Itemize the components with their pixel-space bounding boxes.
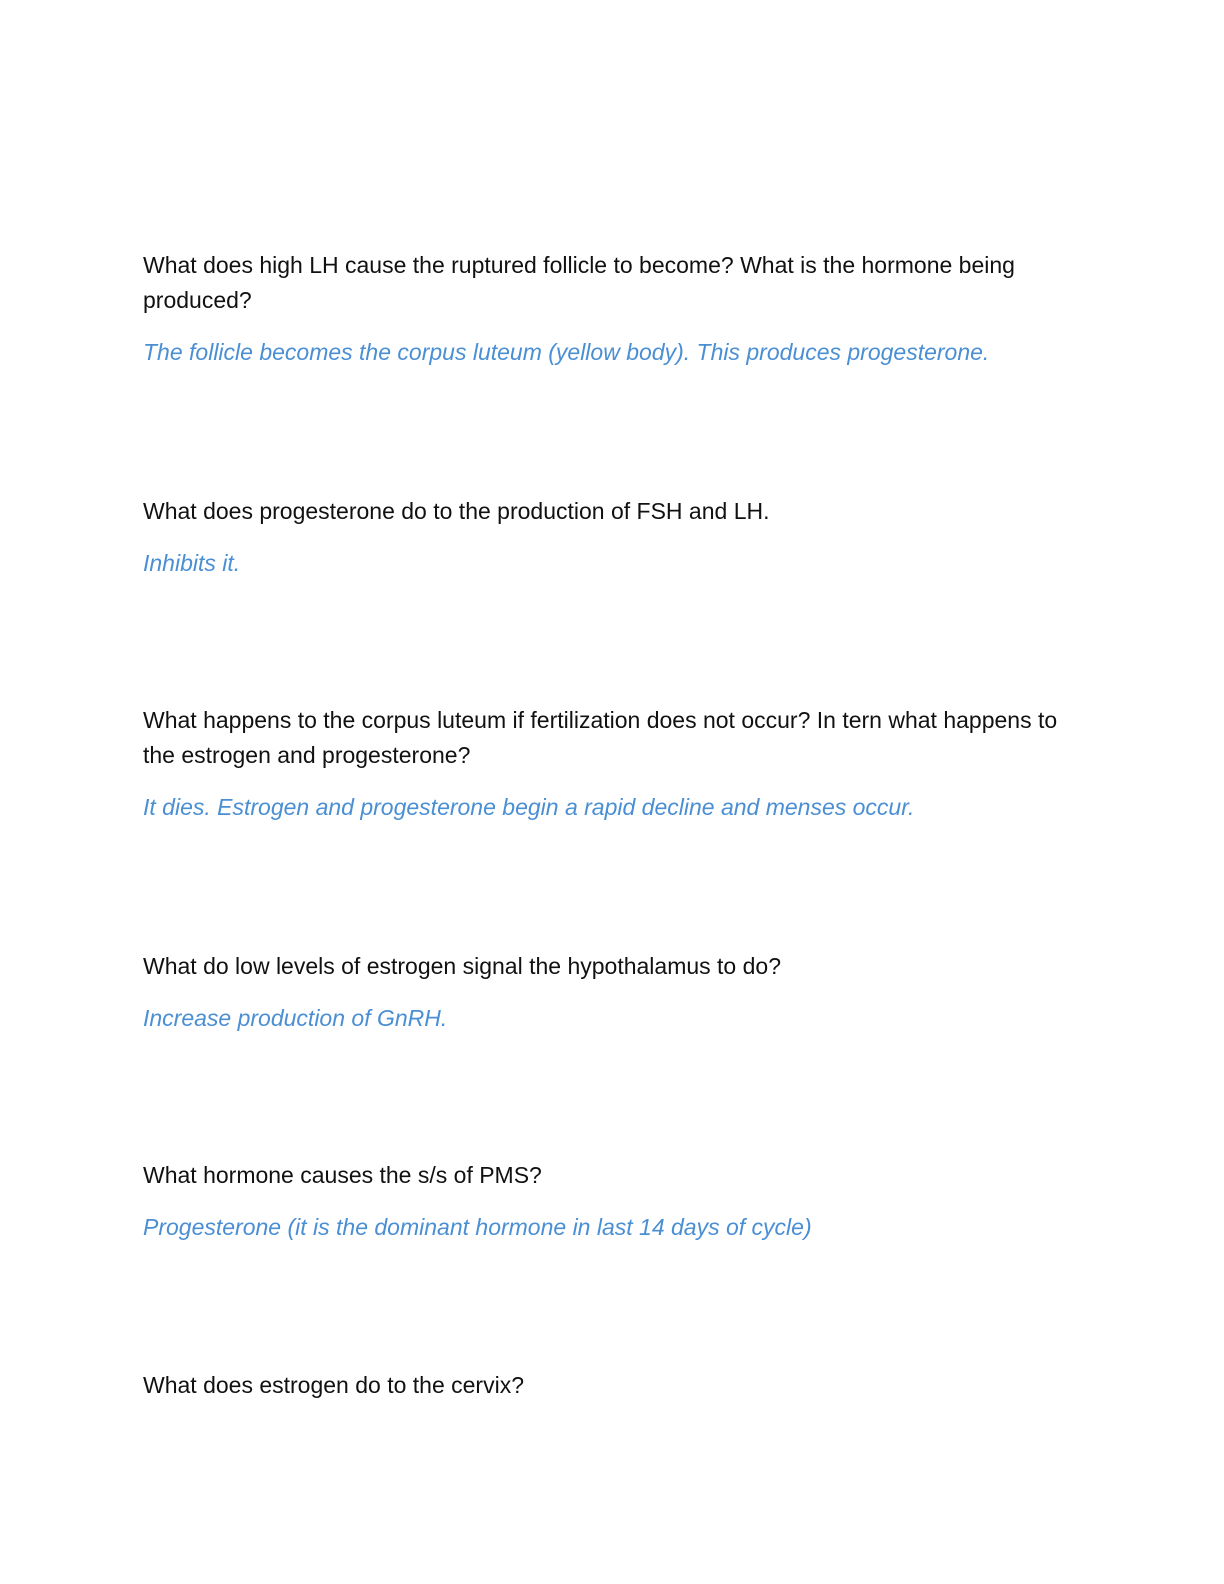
question-text: What do low levels of estrogen signal the hypothalamus to do? bbox=[143, 953, 781, 979]
qa-item bbox=[143, 949, 1083, 1036]
answer-text: Increase production of GnRH. bbox=[143, 1005, 448, 1031]
question-text: What hormone causes the s/s of PMS? bbox=[143, 1162, 542, 1188]
question-text: What does high LH cause the ruptured follicle to become? What is the hormone being produced? bbox=[143, 252, 1015, 313]
qa-item bbox=[143, 494, 1083, 581]
question-text: What does estrogen do to the cervix? bbox=[143, 1372, 524, 1398]
answer-text: It dies. Estrogen and progesterone begin a rapid decline and menses occur. bbox=[143, 794, 915, 820]
answer-text: The follicle becomes the corpus luteum (yellow body). This produces progesterone. bbox=[143, 339, 990, 365]
question-text: What does progesterone do to the production of FSH and LH. bbox=[143, 498, 770, 524]
question-text: What happens to the corpus luteum if fertilization does not occur? In tern what happens to the estrogen and progesterone? bbox=[143, 707, 1058, 768]
answer-text: Inhibits it. bbox=[143, 550, 241, 576]
qa-item bbox=[143, 703, 1083, 825]
answer-text: Progesterone (it is the dominant hormone in last 14 days of cycle) bbox=[143, 1214, 812, 1240]
qa-item bbox=[143, 1158, 1083, 1245]
qa-item bbox=[143, 248, 1083, 370]
qa-item bbox=[143, 1368, 1083, 1403]
